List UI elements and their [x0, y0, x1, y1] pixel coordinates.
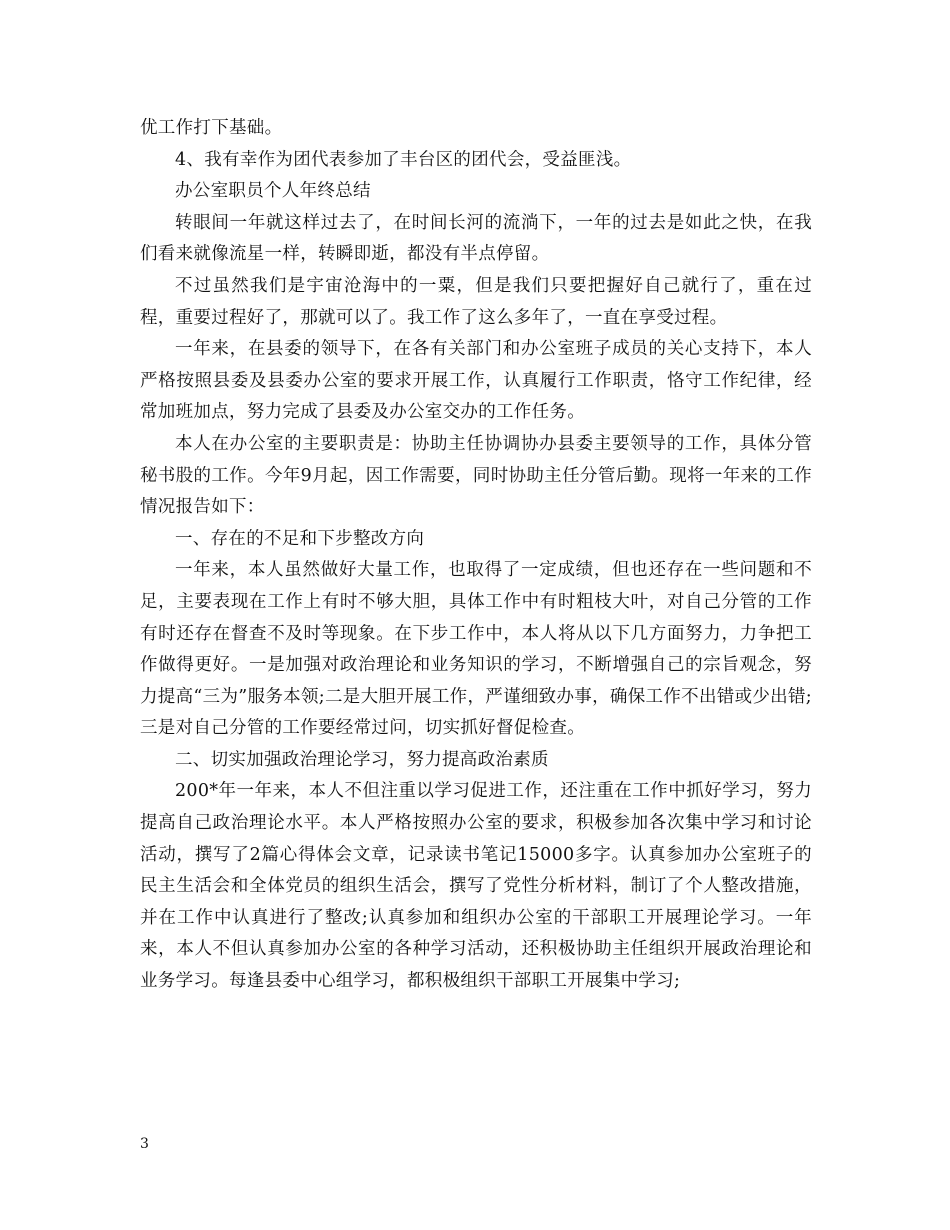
document-body [140, 113, 812, 998]
paragraph-political-study: 200*年一年来，本人不但注重以学习促进工作，还注重在工作中抓好学习，努力提高自己政治理论水平。本人严格按照办公室的要求，积极参加各次集中学习和讨论活动，撰写了2篇心得体会文章，记录读书笔记15000多字。认真参加办公室班子的民主生活会和全体党员的组织生活会，撰写了党性分析材料，制订了个人整改措施，并在工作中认真进行了整改;认真参加和组织办公室的干部职工开展理论学习。一年来，本人不但认真参加办公室的各种学习活动，还积极协助主任组织开展政治理论和业务学习。每逢县委中心组学习，都积极组织干部职工开展集中学习; [140, 781, 812, 992]
paragraph-item-4: 4、我有幸作为团代表参加了丰台区的团代会，受益匪浅。 [175, 149, 632, 170]
paragraph-overview: 一年来，在县委的领导下，在各有关部门和办公室班子成员的关心支持下，本人严格按照县委及县委办公室的要求开展工作，认真履行工作职责，恪守工作纪律，经常加班加点，努力完成了县委及办公室交办的工作任务。 [140, 339, 812, 423]
paragraph-process: 不过虽然我们是宇宙沧海中的一粟，但是我们只要把握好自己就行了，重在过程，重要过程好了，那就可以了。我工作了这么多年了，一直在享受过程。 [140, 275, 812, 328]
paragraph-duties: 本人在办公室的主要职责是：协助主任协调协办县委主要领导的工作，具体分管秘书股的工作。今年9月起，因工作需要，同时协助主任分管后勤。现将一年来的工作情况报告如下： [140, 433, 812, 518]
page-number: 3 [140, 1136, 149, 1152]
paragraph-intro: 转眼间一年就这样过去了，在时间长河的流淌下，一年的过去是如此之快，在我们看来就像流星一样，转瞬即逝，都没有半点停留。 [140, 212, 812, 265]
paragraph-shortcomings: 一年来，本人虽然做好大量工作，也取得了一定成绩，但也还存在一些问题和不足，主要表现在工作上有时不够大胆，具体工作中有时粗枝大叶，对自己分管的工作有时还存在督查不及时等现象。在下步工作中，本人将从以下几方面努力，力争把工作做得更好。一是加强对政治理论和业务知识的学习，不断增强自己的宗旨观念，努力提高“三为”服务本领;二是大胆开展工作，严谨细致办事，确保工作不出错或少出错;三是对自己分管的工作要经常过问，切实抓好督促检查。 [140, 560, 812, 739]
heading-shortcomings: 一、存在的不足和下步整改方向 [175, 528, 425, 549]
heading-political-study: 二、切实加强政治理论学习，努力提高政治素质 [175, 749, 549, 770]
paragraph-continuation: 优工作打下基础。 [140, 118, 283, 138]
section-title: 办公室职员个人年终总结 [175, 181, 371, 202]
